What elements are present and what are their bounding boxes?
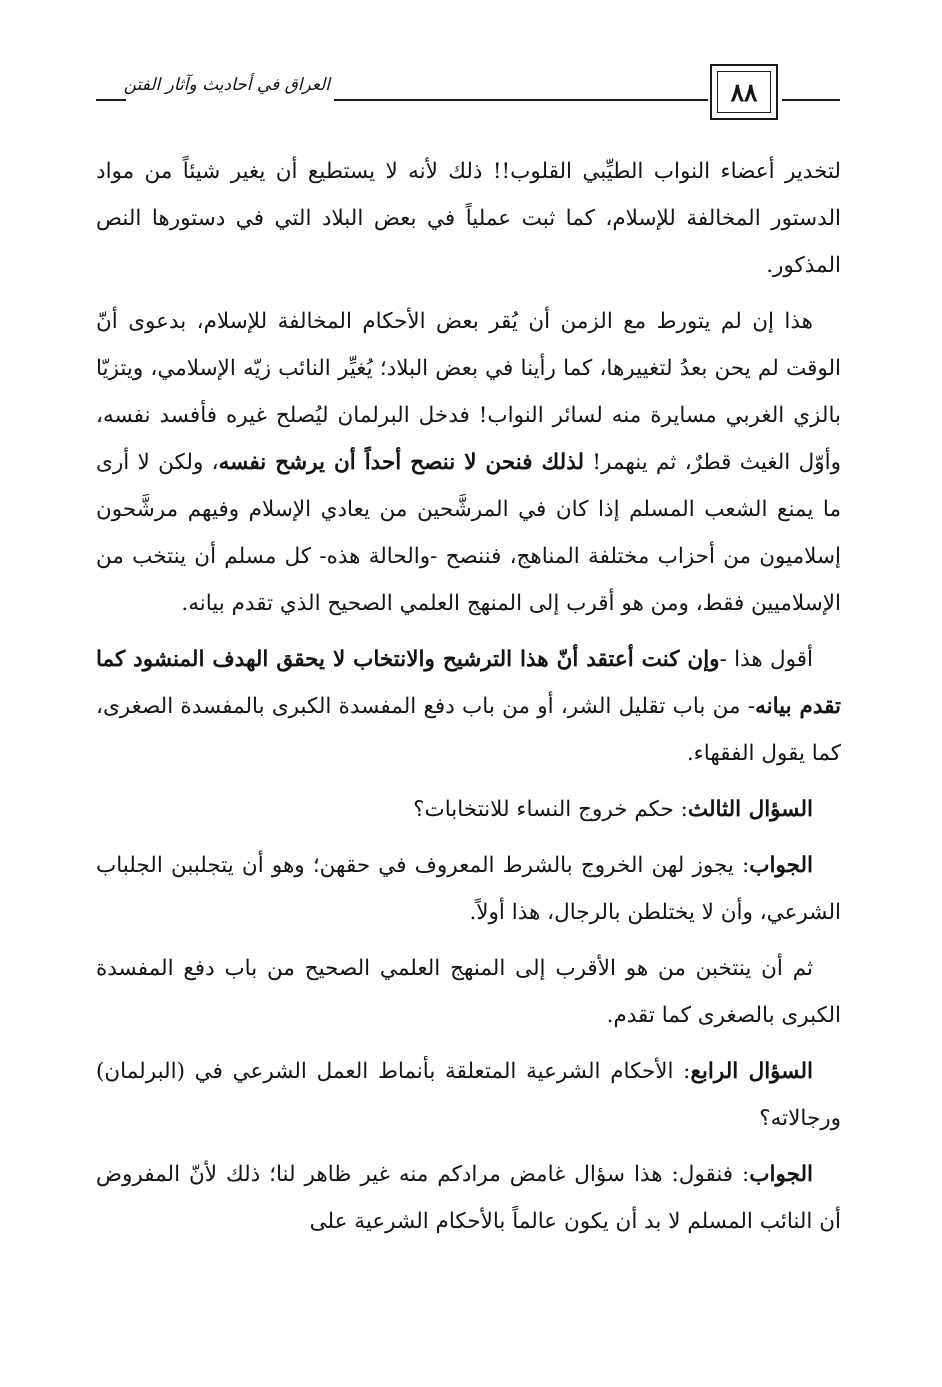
answer-three [96,842,841,936]
answer-four-label: الجواب [749,1162,813,1187]
question-four-label: السؤال الرابع [690,1059,813,1084]
question-three-label: السؤال الثالث [687,797,813,822]
answer-three-label: الجواب [749,853,813,878]
paragraph-opinion-text-a: أقول هذا - [719,647,813,672]
page-number: ٨٨ [717,71,771,113]
paragraph-opinion-bold: وإن كنت أعتقد أنّ هذا الترشيح والانتخاب لا يحقق الهدف المنشود كما تقدم بيانه [96,647,841,719]
paragraph-candidacy-bold: لذلك فنحن لا ننصح أحداً أن يرشح نفسه [218,450,585,475]
question-four-text: : الأحكام الشرعية المتعلقة بأنماط العمل الشرعي في (البرلمان) ورجالاته؟ [96,1059,841,1131]
paragraph-continuation: لتخدير أعضاء النواب الطيِّبي القلوب!! ذلك لأنه لا يستطيع أن يغير شيئاً من مواد الدستور المخالفة للإسلام، كما ثبت عملياً في بعض البلاد التي في دستورها النص المذكور. [96,159,841,278]
header-rule-right [782,99,840,101]
paragraph-opinion [96,636,841,777]
paragraph-candidacy-text-b: ، ولكن لا أرى ما يمنع الشعب المسلم إذا كان في المرشَّحين من يعادي الإسلام وفيهم مرشَّحون إسلاميون من أحزاب مختلفة المناهج، فننصح -والحالة هذه- كل مسلم أن ينتخب من الإسلاميين فقط، ومن هو أقرب إلى المنهج العلمي الصحيح الذي تقدم بيانه. [96,450,841,616]
page-header [96,64,840,128]
header-rule-middle [334,99,708,101]
question-four [96,1048,841,1142]
answer-four [96,1151,841,1245]
answer-four-text: : فنقول: هذا سؤال غامض مرادكم منه غير ظاهر لنا؛ ذلك لأنّ المفروض أن النائب المسلم لا بد أن يكون عالماً بالأحكام الشرعية على [96,1162,841,1234]
paragraph-opinion-text-b: - من باب تقليل الشر، أو من باب دفع المفسدة الكبرى بالمفسدة الصغرى، كما يقول الفقهاء. [96,694,841,766]
answer-three-text: : يجوز لهن الخروج بالشرط المعروف في حقهن؛ وهو أن يتجلببن الجلباب الشرعي، وأن لا يختلطن بالرجال، هذا أولاً. [96,853,841,925]
paragraph-candidacy [96,298,841,627]
question-three [96,786,841,833]
page-body [96,148,841,1254]
question-three-text: : حكم خروج النساء للانتخابات؟ [413,797,688,822]
page-number-box [710,64,778,120]
header-rule-left [96,99,126,101]
paragraph-candidacy-text-a: هذا إن لم يتورط مع الزمن أن يُقر بعض الأحكام المخالفة للإسلام، بدعوى أنّ الوقت لم يحن بعدُ لتغييرها، كما رأينا في بعض البلاد؛ يُغيِّر النائب زيّه الإسلامي، ويتزيّا بالزي الغربي مسايرة منه لسائر النواب! فدخل البرلمان ليُصلح غيره فأفسد نفسه، وأوّل الغيث قطرٌ، ثم ينهمر! [96,309,841,475]
running-title: العراق في أحاديث وآثار الفتن [123,75,330,95]
paragraph-women-vote: ثم أن ينتخبن من هو الأقرب إلى المنهج العلمي الصحيح من باب دفع المفسدة الكبرى بالصغرى كما تقدم. [96,956,841,1028]
